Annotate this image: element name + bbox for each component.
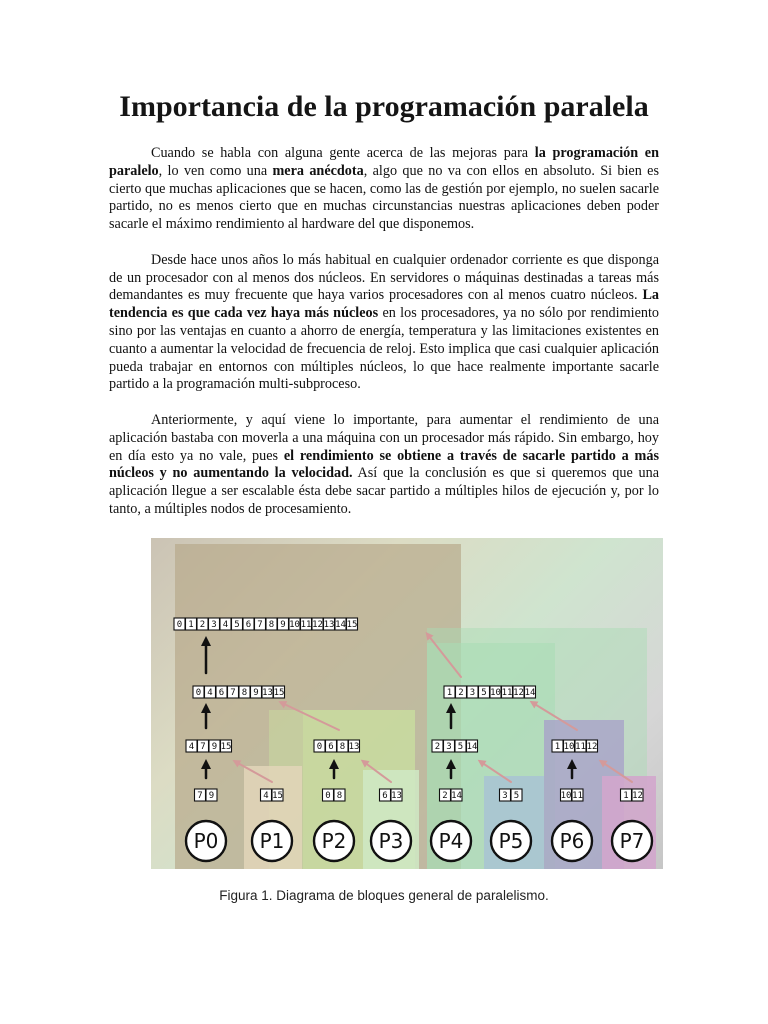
value-cell-label: 11: [572, 791, 583, 802]
value-cell-label: 5: [513, 791, 520, 802]
value-cell-label: 0: [195, 688, 202, 699]
processor-label: P7: [619, 829, 645, 853]
value-cell-label: 11: [300, 620, 312, 631]
value-cell-label: 1: [188, 620, 194, 631]
paragraph-1: [109, 145, 659, 234]
value-cell-label: 3: [502, 791, 508, 802]
value-cell-label: 10: [490, 688, 501, 699]
value-cell-label: 6: [218, 688, 225, 699]
value-cell-label: 7: [197, 791, 203, 802]
text-run: Cuando se habla con alguna gente acerca de las mejoras para: [151, 145, 535, 161]
value-cell-label: 8: [339, 742, 346, 753]
value-cell-label: 6: [328, 742, 334, 753]
value-cell-label: 3: [446, 742, 452, 753]
value-cell-label: 4: [263, 791, 269, 802]
value-cell-label: 1: [446, 688, 453, 699]
text-run: Anteriormente, y aquí viene lo importante, para aumentar el rendimiento de una aplicación bastaba con moverla a una máquina con un procesador más rápido. Sin embargo, hoy en día esto ya no vale, pues: [109, 411, 659, 464]
value-cell-label: 1: [554, 742, 561, 753]
value-cell-label: 3: [211, 620, 217, 631]
value-cell-label: 0: [325, 791, 331, 802]
value-cell-label: 15: [272, 791, 283, 802]
value-cell-label: 15: [220, 742, 232, 753]
value-cell-label: 10: [563, 742, 575, 753]
value-cell-label: 14: [451, 791, 462, 802]
processor-label: P6: [559, 829, 585, 853]
value-cell-label: 11: [575, 742, 586, 753]
value-cell-label: 5: [457, 742, 464, 753]
value-cell-label: 12: [632, 791, 643, 802]
value-cell-label: 14: [466, 742, 478, 753]
value-cell-label: 14: [524, 688, 536, 699]
value-cell-label: 4: [188, 742, 195, 753]
value-cell-label: 9: [211, 742, 218, 753]
value-cell-label: 11: [501, 688, 513, 699]
processor-label: P2: [321, 829, 347, 853]
value-cell-label: 13: [323, 620, 335, 631]
value-cell-label: 2: [458, 688, 464, 699]
text-run: en los procesadores, ya no sólo por rendimiento sino por las ventajas en cuanto a ahorro de energía, temperatura y las limitaciones existentes en cuanto a aumentar la velocidad de frecuencia de reloj. Esto implica que casi cualquier aplicación pueda trabajar en entornos con múltiples núcleos, lo que hace realmente importante sacarle partido a la programación multi-subproceso.: [109, 305, 659, 393]
text-run: Desde hace unos años lo más habitual en cualquier ordenador corriente es que disponga de un procesador con al menos dos núcleos. En servidores o máquinas destinadas a tareas más demandantes es muy frecuente que haya varios procesadores con al menos cuatro núcleos.: [109, 251, 659, 304]
value-cell-label: 2: [434, 742, 441, 753]
bold-text: la programación en paralelo: [109, 145, 659, 179]
value-cell-label: 7: [257, 620, 263, 631]
processor-label: P1: [259, 829, 285, 853]
value-cell-label: 3: [469, 688, 476, 699]
body-text: [109, 145, 659, 537]
bold-text: La tendencia es que cada vez haya más núcleos: [109, 287, 659, 322]
bold-text: el rendimiento se obtiene a través de sacarle partido a más núcleos y no aumentando la velocidad.: [109, 447, 659, 482]
processor-label: P5: [498, 829, 524, 853]
processor-label: P4: [438, 829, 464, 853]
value-cell-label: 0: [316, 742, 323, 753]
value-cell-label: 2: [442, 791, 448, 802]
value-cell-label: 15: [346, 620, 358, 631]
figure-caption: Figura 1. Diagrama de bloques general de paralelismo.: [219, 888, 549, 903]
value-cell-label: 8: [336, 791, 343, 802]
value-cell-label: 8: [241, 688, 248, 699]
page-title: Importancia de la programación paralela: [119, 90, 649, 123]
value-cell-label: 6: [245, 620, 252, 631]
value-cell-label: 0: [176, 620, 183, 631]
value-cell-label: 12: [586, 742, 598, 753]
value-cell-label: 1: [623, 791, 629, 802]
value-cell-label: 9: [253, 688, 259, 699]
value-cell-label: 4: [207, 688, 213, 699]
text-run: Así que la conclusión es que si queremos que una aplicación llegue a ser escalable ésta debe sacar partido a múltiples hilos de ejecución y, por lo tanto, a múltiples nodos de procesamiento.: [109, 465, 659, 517]
value-cell-label: 9: [280, 620, 286, 631]
value-cell-label: 8: [268, 620, 275, 631]
value-cell-label: 10: [560, 791, 572, 802]
diagram-svg: [151, 538, 663, 869]
bold-text: mera anécdota: [272, 162, 364, 179]
value-cell-label: 12: [312, 620, 323, 631]
parallelism-diagram: [151, 538, 663, 869]
processor-label: P3: [378, 829, 404, 853]
processor-label: P0: [193, 829, 219, 853]
value-cell-label: 13: [262, 688, 273, 699]
value-cell-label: 5: [234, 620, 240, 631]
value-cell-label: 9: [208, 791, 215, 802]
value-cell-label: 6: [382, 791, 388, 802]
text-run: , lo ven como una: [158, 162, 273, 179]
paragraph-2: [109, 252, 659, 394]
paragraph-3: [109, 412, 659, 519]
value-cell-label: 5: [481, 688, 487, 699]
value-cell-label: 2: [199, 620, 206, 631]
value-cell-label: 12: [513, 688, 524, 699]
value-cell-label: 15: [273, 688, 285, 699]
value-cell-label: 13: [348, 742, 360, 753]
value-cell-label: 13: [391, 791, 402, 802]
value-cell-label: 10: [289, 620, 300, 631]
text-run: , algo que no va con ellos en absoluto. Si bien es cierto que muchas aplicaciones que se hacen, como las de gestión por ejemplo, no suelen sacarle partido, no es menos cierto que en muchas circunstancias nuestras aplicaciones deben poder sacarle el máximo rendimiento al hardware del que disponemos.: [109, 162, 659, 233]
value-cell-label: 7: [230, 688, 236, 699]
value-cell-label: 4: [222, 620, 229, 631]
value-cell-label: 7: [200, 742, 206, 753]
value-cell-label: 14: [335, 620, 346, 631]
